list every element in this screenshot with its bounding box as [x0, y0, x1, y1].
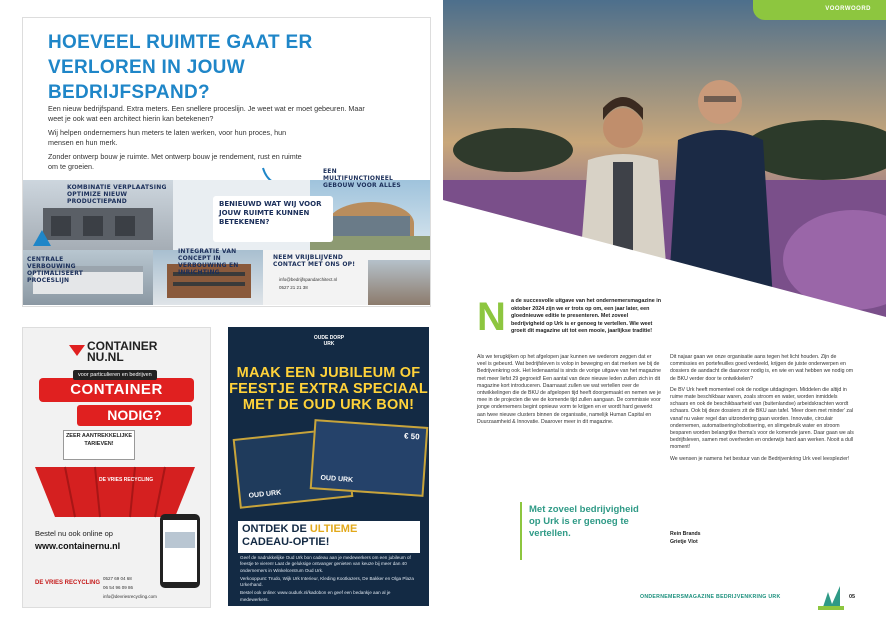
article-intro: a de succesvolle uitgave van het ondernemersmagazine in oktober 2024 zijn we er trots op om, een jaar later, een gloednieuwe editie te presenteren. Met zoveel bedrijvigheid op Urk is er genoeg te vertellen. Wie weet groeit dit magazine uit tot een mooie, jaarlijkse traditie! [511, 298, 662, 335]
note-top-right: EEN MULTIFUNCTIONEEL GEBOUW VOOR ALLES [323, 168, 401, 189]
container-subtitle: voor particulieren en bedrijven [73, 370, 157, 380]
architect-contact [279, 276, 337, 292]
container-url[interactable]: www.containernu.nl [35, 541, 121, 551]
gift-card-2-value: € 50 [403, 431, 420, 442]
devries-logo: DE VRIES RECYCLING [35, 580, 101, 586]
container-headline-1: CONTAINER [39, 378, 194, 402]
architect-ad-paragraph-3: Zonder ontwerp bouw je ruimte. Met ontwerp bouw je rendement, rust en ruimte om te groeien. [48, 152, 302, 171]
drop-cap: N [477, 295, 506, 339]
architect-phone: 0527 21 21 38 [279, 285, 308, 290]
section-tab [753, 0, 886, 20]
callout-box [213, 196, 333, 242]
architect-email: info@bedrijfspandarchitect.nl [279, 277, 338, 282]
oud-urk-headline: MAAK EEN JUBILEUM OF FEESTJE EXTRA SPECIAAL MET DE OUD URK BON! [229, 365, 428, 413]
skip-brand: DE VRIES RECYCLING [99, 477, 154, 483]
architect-ad-headline: HOEVEEL RUIMTE GAAT ER VERLOREN IN JOUW BEDRIJFSPAND? [48, 32, 313, 103]
architect-ad [22, 17, 431, 307]
oud-urk-body [240, 555, 418, 603]
container-logo-icon [69, 341, 85, 357]
article-column-2 [670, 354, 855, 463]
cta-line-1: ONTDEK DE [242, 523, 307, 535]
page-number: 05 [849, 594, 856, 600]
gift-cards [236, 423, 423, 519]
oud-urk-logo: OUDE DORP URK [313, 335, 345, 347]
phone-image [160, 514, 200, 588]
container-phone-2: 06 54 96 09 86 [103, 585, 134, 590]
tarieven-badge: ZEER AANTREKKELIJKE TARIEVEN! [63, 430, 135, 460]
bku-logo-icon [818, 586, 844, 610]
portrait-photo [443, 0, 886, 317]
gift-card-2-label: OUD URK [320, 474, 354, 484]
order-text: Bestel nu ook online op [35, 529, 113, 538]
note-bottom-right: NEEM VRIJBLIJVEND CONTACT MET ONS OP! [273, 254, 356, 268]
oud-urk-body-2: Verkooppunt: Trudo, Wijk Urk Interieur, Kleding Kootkazers, De Bakker en Olga Plaza Urkerhand. [240, 575, 414, 588]
architect-ad-paragraph-1: Een nieuw bedrijfspand. Extra meters. Een snellere proceslijn. Je weet wat er moet gebeuren. Maar weet je ook wat een architect hierin kan betekenen? [48, 104, 365, 123]
section-tab-label: VOORWOORD [825, 6, 871, 12]
oud-urk-ad [228, 327, 429, 606]
signature-2: Grietje Vlot [670, 539, 698, 545]
signature-1: Rein Brands [670, 531, 701, 537]
page-footer: ONDERNEMERSMAGAZINE BEDRIJVENKRING URK [640, 594, 781, 600]
oud-urk-body-1: Geef de nadrukkelijke Oud Urk bon cadeau aan je medewerkers om een jubileum of feestje te vieren! Laat de geluksige ontvanger genieten van keuze bij meer dan 40 ondernemers in Winkelcentrum Oud Urk. [240, 555, 411, 573]
signatures [670, 530, 701, 546]
note-bottom-middle: INTEGRATIE VAN CONCEPT IN VERBOUWING EN INRICHTING [178, 248, 239, 276]
article-column-2-p2: De BV Urk heeft momenteel ook de nodige uitdagingen. Middelen die altijd in ruime mate beschikbaar waren, zoals stroom en water, worden inmiddels schaars en ook de beschikbaarheid van (buitenlandse) arbeidskrachten wordt schaars. Ook bij deze dossiers zit de BKU aan tafel. 'Meer doen met minder' zal vanaf nu vaker regel dan uitzondering gaan worden. Innovatie, circulair ondernemen, automatisering/robotisering, en slimgebruik water en stroom besparen worden belangrijke thema's voor de komende jaren. Daar gaan we als bedrijfsleven, samen met overheden en onderwijs hard aan werken. Nooit a dull moment! [670, 386, 854, 451]
gift-card-1-label: OUD URK [248, 489, 282, 500]
portrait-photo-art [443, 0, 886, 317]
cta-line-2: CADEAU-OPTIE! [242, 536, 330, 548]
container-contacts [103, 574, 157, 601]
container-headline-2: NODIG? [77, 405, 192, 426]
oud-urk-body-3: Bestel ook online: www.oudurk.nl/kadobon en geef een bedankje aan al je medewerkers. [240, 590, 391, 602]
cta-highlight: ULTIEME [309, 523, 358, 535]
container-ad [22, 327, 211, 608]
container-logo-text: CONTAINER NU.NL [87, 339, 158, 364]
callout-text: BENIEUWD WAT WIJ VOOR JOUW RUIMTE KUNNEN BETEKENEN? [219, 200, 322, 226]
architect-ad-paragraph-2: Wij helpen ondernemers hun meters te laten werken, voor hun proces, hun mensen en hun merk. [48, 128, 287, 147]
note-bottom-left: CENTRALE VERBOUWING OPTIMALISEERT PROCESLIJN [27, 256, 84, 284]
pull-quote: Met zoveel bedrijvigheid op Urk is er genoeg te vertellen. [529, 504, 639, 539]
article-column-1: Als we terugkijken op het afgelopen jaar kunnen we wederom zeggen dat er veel is gebeurd. Wat bedrijfsleven is volop in beweging en dat merken we bij de Bedrijvenkring ook. Het ledenaantal is sinds de vorige uitgave van het magazine met meer liefst 29 gegroeid! Een aantal van deze nieuwe leden zullen zich in dit magazine kort introduceren. Daarnaast zullen we wat vertellen over de ontwikkelingen die de BKU de afgelopen tijd heeft doorgemaakt en nemen we je mee in de projecten die we de komende tijd zullen aangaan. De commissie voor jonge ondernemers begint opnieuw vorm te krijgen en er wordt hard gewerkt aan twee nieuwe clusters binnen de organisatie, namelijk Human Capital en Duurzaamheid & Innovatie. Daarover meer in dit magazine. [477, 354, 661, 425]
article-column-2-p3: We wensen je namens het bestuur van de Bedrijvenkring Urk veel leesplezier! [670, 455, 850, 462]
architect-logo-icon [33, 230, 51, 246]
note-top-left: KOMBINATIE VERPLAATSING OPTIMIZE NIEUW PRODUCTIEPAND [67, 184, 167, 205]
container-email: info@devriesrecycling.com [103, 594, 157, 599]
container-logo [87, 341, 183, 363]
quote-rule [520, 502, 522, 560]
gift-card-2 [310, 419, 429, 497]
article-column-2-p1: Dit najaar gaan we onze organisatie aans tegen het licht houden. Zijn de commissies en portefeuilles goed verdeeld, krijgen de juiste onderwerpen en dossiers de aandacht die daarvoor nodig is, en wie en wat hebben we nodig om de BKU verder door te ontwikkelen? [670, 354, 854, 382]
oud-urk-cta [238, 521, 420, 553]
container-phone-1: 0527 69 04 68 [103, 576, 132, 581]
